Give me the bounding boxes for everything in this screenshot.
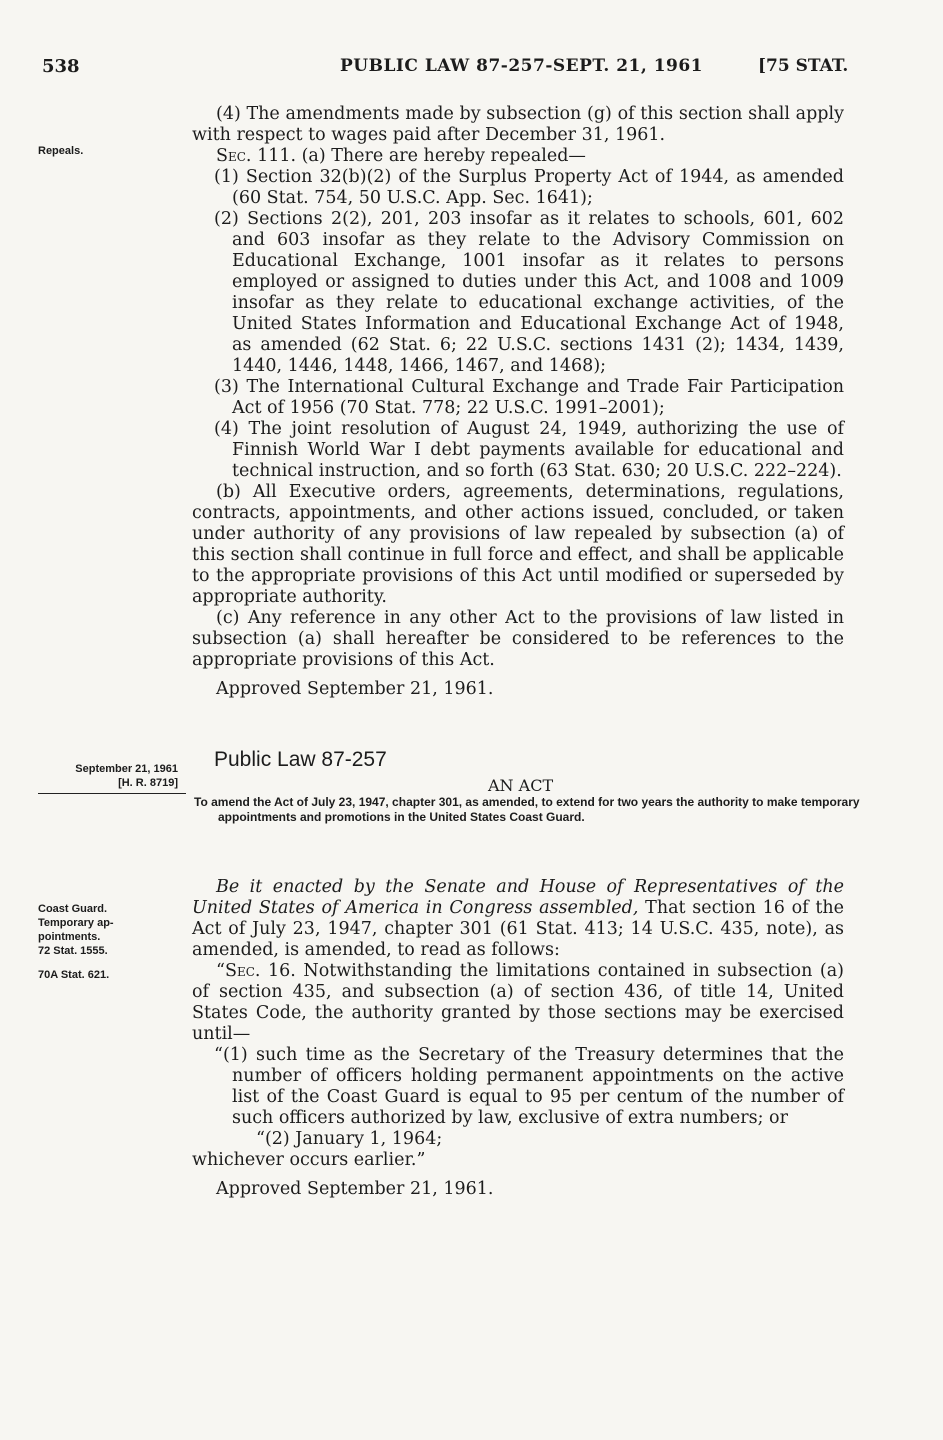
whichever-clause: whichever occurs earlier.” [192, 1150, 426, 1170]
section-2 [192, 877, 844, 1200]
sec-label: Sec. [216, 146, 252, 166]
enacting-italic: Be it enacted by the Senate and House of Representatives of the United States of America in Congress assembled, [192, 877, 844, 918]
margin-coast-guard [38, 902, 178, 958]
sub-item-2: “(2) January 1, 1964; [256, 1129, 443, 1149]
margin-coast-guard-2: Temporary ap- [38, 917, 114, 929]
margin-coast-guard-3: pointments. [38, 931, 101, 943]
sec16-open-quote: “ [216, 961, 225, 981]
margin-stat-621: 70A Stat. 621. [38, 969, 110, 981]
enacting-clause [192, 877, 844, 961]
margin-rule [38, 793, 186, 794]
sec16-label: Sec. [224, 961, 261, 981]
margin-coast-guard-1: Coast Guard. [38, 903, 108, 915]
enacting-rest: That section 16 of the Act of July 23, 1947, chapter 301 (61 Stat. 413; 14 U.S.C. 435, note), as amended, is amended, to read as follows: [192, 898, 844, 960]
public-law-title: Public Law 87-257 [214, 748, 387, 771]
margin-bill: [H. R. 8719] [118, 777, 178, 789]
margin-coast-guard-4: 72 Stat. 1555. [38, 945, 108, 957]
item-1: (1) Section 32(b)(2) of the Surplus Property Act of 1944, as amended (60 Stat. 754, 50 U.S.C. App. Sec. 1641); [214, 167, 844, 208]
subsection-c: (c) Any reference in any other Act to the provisions of law listed in subsection (a) shall hereafter be considered to be references to the appropriate provisions of this Act. [192, 608, 844, 670]
purpose-clause: To amend the Act of July 23, 1947, chapter 301, as amended, to extend for two years the authority to make temporary appointments and promotions in the United States Coast Guard. [194, 795, 860, 824]
approved-2: Approved September 21, 1961. [216, 1179, 494, 1199]
margin-date: September 21, 1961 [75, 763, 178, 775]
sec16-text: 16. Notwithstanding the limitations contained in subsection (a) of section 435, and subsection (a) of section 436, of title 14, United States Code, the authority granted by those sections may be exercised until— [192, 961, 844, 1044]
section-16 [192, 961, 844, 1045]
running-head: PUBLIC LAW 87-257-SEPT. 21, 1961 [340, 56, 704, 76]
section-111 [192, 146, 844, 167]
sub-item-1: “(1) such time as the Secretary of the Treasury determines that the number of officers holding permanent appointments on the active list of the Coast Guard is equal to 95 per centum of the number of such officers authorized by law, exclusive of extra numbers; or [214, 1045, 844, 1128]
item-4: (4) The joint resolution of August 24, 1949, authorizing the use of Finnish World War I debt payments available for educational and technical instruction, and so forth (63 Stat. 630; 20 U.S.C. 222–224). [214, 419, 844, 481]
page-number: 538 [42, 56, 80, 77]
paragraph-4: (4) The amendments made by subsection (g) of this section shall apply with respect to wages paid after December 31, 1961. [192, 104, 844, 145]
section-1 [192, 104, 844, 700]
stat-reference: [75 STAT. [758, 56, 849, 76]
approved-1: Approved September 21, 1961. [216, 679, 494, 699]
margin-note-repeals: Repeals. [38, 145, 84, 157]
item-3: (3) The International Cultural Exchange and Trade Fair Participation Act of 1956 (70 Stat. 778; 22 U.S.C. 1991–2001); [214, 377, 844, 418]
sec-111-text: 111. (a) There are hereby repealed— [251, 146, 586, 166]
subsection-b: (b) All Executive orders, agreements, determinations, regulations, contracts, appointments, and other actions issued, concluded, or taken under authority of any provisions of law repealed by subsection (a) of this section shall continue in full force and effect, and shall be applicable to the appropriate provisions of this Act until modified or superseded by appropriate authority. [192, 482, 844, 607]
item-2: (2) Sections 2(2), 201, 203 insofar as it relates to schools, 601, 602 and 603 insofar as they relate to the Advisory Commission on Educational Exchange, 1001 insofar as it relates to persons employed or assigned to duties under this Act, and 1008 and 1009 insofar as they relate to educational exchange activities, of the United States Information and Educational Exchange Act of 1948, as amended (62 Stat. 6; 22 U.S.C. sections 1431 (2); 1434, 1439, 1440, 1446, 1448, 1466, 1467, and 1468); [214, 209, 844, 376]
an-act-heading: AN ACT [488, 776, 554, 795]
